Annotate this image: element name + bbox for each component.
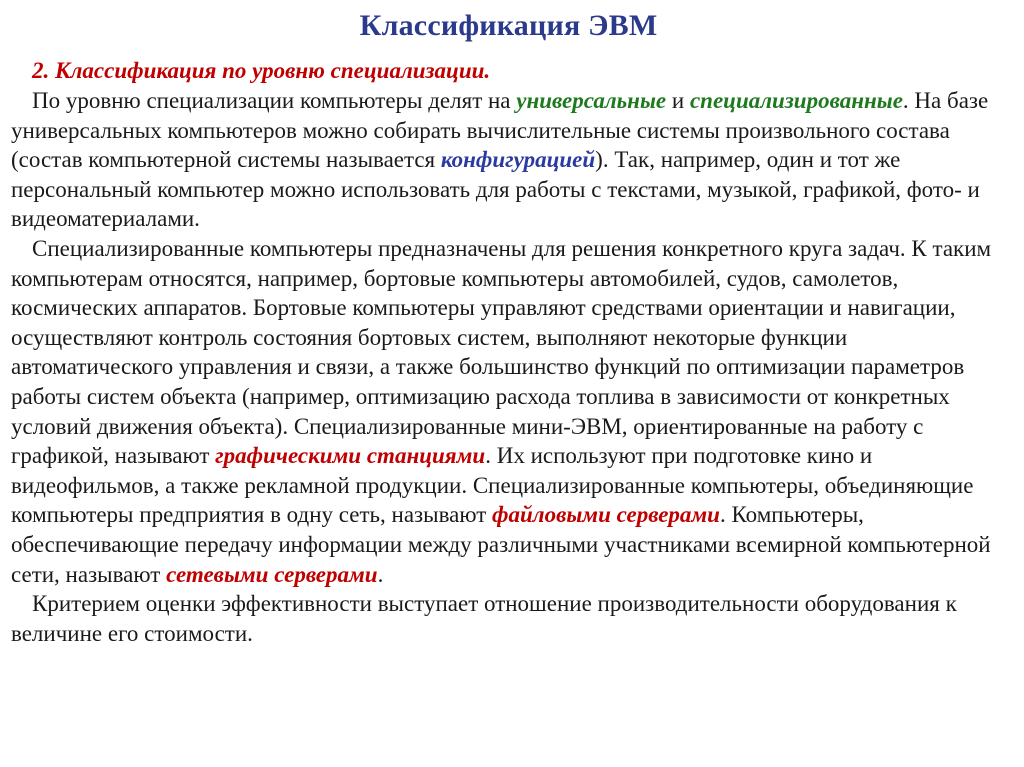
term-configuration: конфигурацией bbox=[440, 147, 596, 173]
term-file-servers: файловыми серверами bbox=[492, 502, 720, 528]
term-universal: универсальные bbox=[516, 88, 667, 113]
text-run: Специализированные компьютеры предназначены для решения конкретного круга задач. К таким компьютерам относятся, например, бортовые компьютеры автомобилей, судов, самолетов, космических аппаратов. Бортовые компьютеры управляют средствами ориентации и навигации, осуществляют контроль состояния бортовых систем, выполняют некоторые функции автоматического управления и связи, а также большинство функций по оптимизации параметров работы систем объекта (например, оптимизацию расхода топлива в зависимости от конкретных условий движения объекта). Специализированные мини-ЭВМ, ориентированные на работу с графикой, называют bbox=[11, 235, 992, 469]
text-run: . На базе универсальных компьютеров можно собирать вычислительные системы произвольного состава (состав компьютерной системы называется bbox=[11, 88, 989, 173]
slide-title: Классификация ЭВМ bbox=[359, 9, 658, 42]
term-network-servers: сетевыми серверами bbox=[166, 561, 378, 587]
term-graphic-stations: графическими станциями bbox=[215, 443, 486, 469]
text-run: . bbox=[377, 561, 384, 587]
text-run: и bbox=[666, 88, 690, 113]
text-run: . Их используют при подготовке кино и видеофильмов, а также рекламной продукции. Специализированные компьютеры, объединяющие компьютеры предприятия в одну сеть, называют bbox=[11, 443, 974, 528]
text-run: По уровню специализации компьютеры делят на bbox=[32, 88, 517, 113]
slide-body bbox=[11, 86, 1006, 648]
paragraph-criterion bbox=[11, 589, 1006, 648]
term-specialized: специализированные bbox=[689, 88, 903, 113]
text-run: ). Так, например, один и тот же персональный компьютер можно использовать для работы с текстами, музыкой, графикой, фото- и видеоматериалами. bbox=[11, 147, 980, 232]
slide-subtitle: 2. Классификация по уровню специализации. bbox=[32, 58, 491, 83]
text-run: . Компьютеры, обеспечивающие передачу информации между различными участниками всемирной компьютерной сети, называют bbox=[11, 502, 991, 587]
paragraph-universal bbox=[11, 86, 1006, 234]
paragraph-specialized bbox=[11, 234, 1006, 589]
text-run: Критерием оценки эффективности выступает отношение производительности оборудования к величине его стоимости. bbox=[11, 591, 957, 646]
